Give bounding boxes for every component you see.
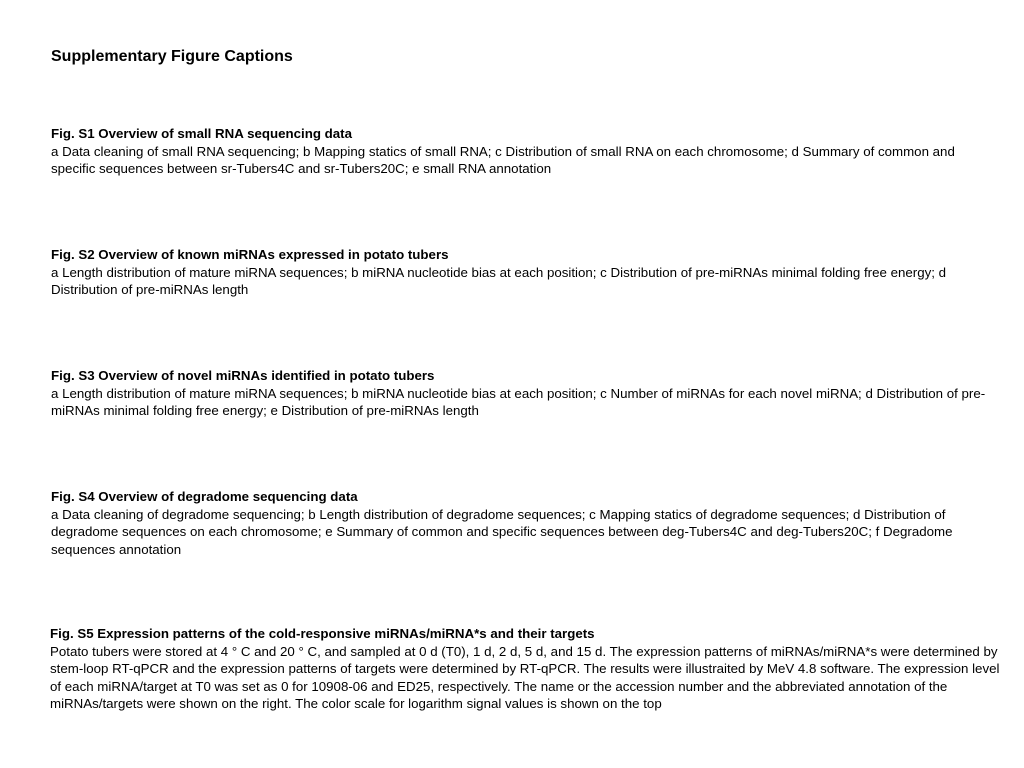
caption-fig-s3 xyxy=(51,367,1001,420)
caption-fig-s5 xyxy=(50,625,1000,713)
page-title: Supplementary Figure Captions xyxy=(51,48,293,65)
caption-title: Fig. S3 Overview of novel miRNAs identified in potato tubers xyxy=(51,368,435,383)
caption-title: Fig. S2 Overview of known miRNAs expressed in potato tubers xyxy=(51,247,449,262)
caption-title: Fig. S1 Overview of small RNA sequencing data xyxy=(51,126,352,141)
caption-fig-s2 xyxy=(51,246,1001,299)
caption-body: a Length distribution of mature miRNA sequences; b miRNA nucleotide bias at each position; c Number of miRNAs for each novel miRNA; d Distribution of pre-miRNAs minimal folding free energy; e Distribution of pre-miRNAs length xyxy=(51,385,986,418)
caption-title: Fig. S5 Expression patterns of the cold-responsive miRNAs/miRNA*s and their targets xyxy=(50,626,595,641)
caption-body: a Data cleaning of degradome sequencing; b Length distribution of degradome sequences; c Mapping statics of degradome sequences; d Distribution of degradome sequences on each chromosome; e Summary of common and specific sequences between deg-Tubers4C and deg-Tubers20C; f Degradome sequences annotation xyxy=(51,506,953,557)
caption-fig-s4 xyxy=(51,488,1001,558)
caption-title: Fig. S4 Overview of degradome sequencing data xyxy=(51,489,358,504)
caption-body: a Data cleaning of small RNA sequencing; b Mapping statics of small RNA; c Distribution of small RNA on each chromosome; d Summary of common and specific sequences between sr-Tubers4C and sr-Tubers20C; e small RNA annotation xyxy=(51,143,955,176)
caption-body: Potato tubers were stored at 4 ° C and 20 ° C, and sampled at 0 d (T0), 1 d, 2 d, 5 d, and 15 d. The expression patterns of miRNAs/miRNA*s were determined by stem-loop RT-qPCR and the expression patterns of targets were determined by RT-qPCR. The results were illustraited by MeV 4.8 software. The expression level of each miRNA/target at T0 was set as 0 for 10908-06 and ED25, respectively. The name or the accession number and the abbreviated annotation of the miRNAs/targets were shown on the right. The color scale for logarithm signal values is shown on the top xyxy=(50,643,1000,711)
caption-body: a Length distribution of mature miRNA sequences; b miRNA nucleotide bias at each position; c Distribution of pre-miRNAs minimal folding free energy; d Distribution of pre-miRNAs length xyxy=(51,264,947,297)
caption-fig-s1 xyxy=(51,125,1001,178)
